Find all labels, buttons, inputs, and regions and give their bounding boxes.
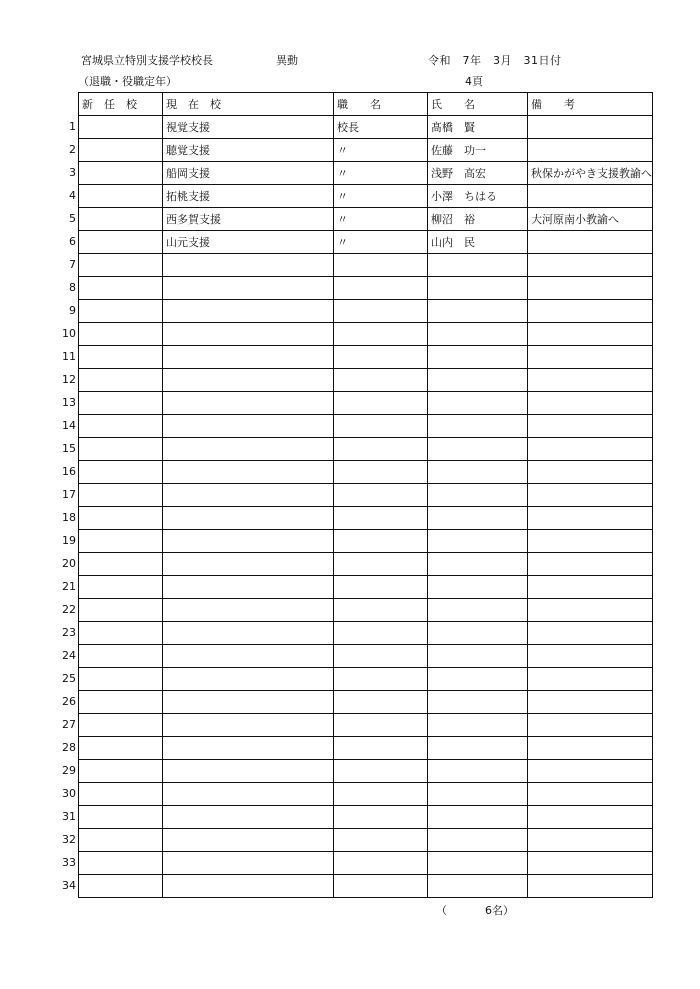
cell-remarks: 大河原南小教諭へ: [528, 208, 653, 231]
row-number: 3: [69, 166, 76, 179]
cell-current-school: [163, 438, 334, 461]
cell-current-school: [163, 599, 334, 622]
cell-name: [428, 668, 528, 691]
row-number: 24: [62, 649, 76, 662]
cell-current-school: [163, 507, 334, 530]
table-row: [79, 415, 653, 438]
cell-position: [334, 392, 428, 415]
table-row: [79, 484, 653, 507]
cell-remarks: [528, 737, 653, 760]
cell-position: [334, 530, 428, 553]
cell-current-school: [163, 553, 334, 576]
cell-position: [334, 277, 428, 300]
cell-position: 〃: [334, 139, 428, 162]
header-name: [428, 93, 528, 116]
cell-new-school: [79, 277, 163, 300]
header-new-school: [79, 93, 163, 116]
row-number: 6: [69, 235, 76, 248]
row-number: 31: [62, 810, 76, 823]
row-number: 30: [62, 787, 76, 800]
cell-name: [428, 392, 528, 415]
cell-position: 〃: [334, 185, 428, 208]
cell-new-school: [79, 760, 163, 783]
cell-new-school: [79, 668, 163, 691]
cell-name: [428, 783, 528, 806]
table-row: [79, 116, 653, 139]
table-row: [79, 668, 653, 691]
cell-new-school: [79, 415, 163, 438]
cell-new-school: [79, 162, 163, 185]
cell-remarks: [528, 875, 653, 898]
cell-current-school: [163, 622, 334, 645]
cell-new-school: [79, 369, 163, 392]
cell-remarks: [528, 829, 653, 852]
cell-position: [334, 254, 428, 277]
row-number: 14: [62, 419, 76, 432]
cell-new-school: [79, 806, 163, 829]
cell-new-school: [79, 231, 163, 254]
header-remarks: [528, 93, 653, 116]
cell-remarks: [528, 530, 653, 553]
cell-current-school: [163, 691, 334, 714]
row-number: 17: [62, 488, 76, 501]
cell-current-school: [163, 323, 334, 346]
cell-remarks: [528, 484, 653, 507]
cell-new-school: [79, 599, 163, 622]
header-current-school-label: 現 在 校: [166, 98, 221, 111]
cell-remarks: [528, 553, 653, 576]
cell-position: [334, 300, 428, 323]
cell-remarks: [528, 185, 653, 208]
row-number: 7: [69, 258, 76, 271]
cell-position: [334, 668, 428, 691]
row-number: 27: [62, 718, 76, 731]
table-row: [79, 139, 653, 162]
cell-current-school: [163, 645, 334, 668]
total-value: 6名）: [485, 904, 514, 917]
cell-remarks: [528, 852, 653, 875]
table-row: [79, 300, 653, 323]
table-row: [79, 760, 653, 783]
row-number: 16: [62, 465, 76, 478]
row-number: 1: [69, 120, 76, 133]
cell-current-school: 山元支援: [163, 231, 334, 254]
cell-name: [428, 323, 528, 346]
header-current-school: [163, 93, 334, 116]
cell-current-school: [163, 530, 334, 553]
cell-position: [334, 691, 428, 714]
cell-position: [334, 461, 428, 484]
effective-date: 令和 7年 3月 31日付: [428, 54, 562, 67]
row-number: 12: [62, 373, 76, 386]
row-numbers: [56, 115, 76, 897]
cell-current-school: [163, 346, 334, 369]
cell-name: 柳沼 裕: [428, 208, 528, 231]
table-row: [79, 185, 653, 208]
cell-remarks: [528, 645, 653, 668]
table-row: [79, 346, 653, 369]
cell-remarks: 秋保かがやき支援教諭へ: [528, 162, 653, 185]
cell-position: [334, 714, 428, 737]
cell-new-school: [79, 438, 163, 461]
row-number: 34: [62, 879, 76, 892]
cell-current-school: [163, 277, 334, 300]
cell-name: 髙橋 賢: [428, 116, 528, 139]
row-number: 28: [62, 741, 76, 754]
cell-position: [334, 599, 428, 622]
row-number: 11: [62, 350, 76, 363]
cell-current-school: [163, 829, 334, 852]
cell-new-school: [79, 691, 163, 714]
cell-new-school: [79, 484, 163, 507]
cell-remarks: [528, 116, 653, 139]
cell-position: [334, 645, 428, 668]
row-number: 23: [62, 626, 76, 639]
cell-name: 小澤 ちはる: [428, 185, 528, 208]
cell-name: [428, 622, 528, 645]
cell-name: [428, 300, 528, 323]
row-number: 18: [62, 511, 76, 524]
cell-new-school: [79, 254, 163, 277]
cell-position: [334, 369, 428, 392]
cell-position: [334, 783, 428, 806]
row-number: 10: [62, 327, 76, 340]
cell-remarks: [528, 507, 653, 530]
cell-name: [428, 691, 528, 714]
table-row: [79, 645, 653, 668]
cell-current-school: [163, 806, 334, 829]
cell-new-school: [79, 323, 163, 346]
table-row: [79, 254, 653, 277]
cell-position: [334, 553, 428, 576]
cell-remarks: [528, 346, 653, 369]
cell-current-school: [163, 484, 334, 507]
cell-new-school: [79, 829, 163, 852]
cell-current-school: 拓桃支援: [163, 185, 334, 208]
cell-current-school: [163, 300, 334, 323]
cell-name: [428, 254, 528, 277]
table-row: [79, 737, 653, 760]
cell-name: 山内 民: [428, 231, 528, 254]
row-number: 32: [62, 833, 76, 846]
cell-name: [428, 415, 528, 438]
cell-remarks: [528, 254, 653, 277]
cell-name: [428, 530, 528, 553]
cell-name: [428, 599, 528, 622]
header-name-label: 氏 名: [431, 98, 475, 111]
cell-new-school: [79, 139, 163, 162]
table-row: [79, 714, 653, 737]
table-row: [79, 806, 653, 829]
cell-remarks: [528, 691, 653, 714]
cell-name: [428, 484, 528, 507]
cell-position: [334, 852, 428, 875]
cell-name: [428, 714, 528, 737]
row-number: 2: [69, 143, 76, 156]
cell-current-school: [163, 668, 334, 691]
cell-new-school: [79, 461, 163, 484]
cell-remarks: [528, 392, 653, 415]
row-number: 22: [62, 603, 76, 616]
cell-name: [428, 737, 528, 760]
cell-position: [334, 415, 428, 438]
row-number: 19: [62, 534, 76, 547]
header-position-label: 職 名: [337, 98, 381, 111]
cell-new-school: [79, 714, 163, 737]
cell-new-school: [79, 553, 163, 576]
cell-new-school: [79, 622, 163, 645]
cell-position: [334, 484, 428, 507]
cell-remarks: [528, 622, 653, 645]
cell-name: [428, 645, 528, 668]
header-remarks-label: 備 考: [531, 98, 575, 111]
cell-name: [428, 461, 528, 484]
cell-position: [334, 622, 428, 645]
table-header-row: [79, 93, 653, 116]
cell-position: 校長: [334, 116, 428, 139]
total-open-paren: （: [436, 904, 447, 917]
cell-position: [334, 507, 428, 530]
cell-current-school: [163, 415, 334, 438]
table-row: [79, 622, 653, 645]
cell-new-school: [79, 530, 163, 553]
cell-name: [428, 507, 528, 530]
organization-title: 宮城県立特別支援学校校長: [81, 54, 213, 67]
cell-name: [428, 852, 528, 875]
row-number: 29: [62, 764, 76, 777]
row-number: 8: [69, 281, 76, 294]
table-row: [79, 875, 653, 898]
personnel-table: [78, 92, 653, 898]
cell-current-school: [163, 714, 334, 737]
row-number: 4: [69, 189, 76, 202]
cell-remarks: [528, 323, 653, 346]
cell-remarks: [528, 714, 653, 737]
movement-label: 異動: [276, 54, 298, 67]
cell-name: [428, 760, 528, 783]
cell-position: [334, 346, 428, 369]
cell-name: [428, 875, 528, 898]
cell-current-school: 視覚支援: [163, 116, 334, 139]
cell-name: [428, 806, 528, 829]
cell-name: [428, 576, 528, 599]
cell-new-school: [79, 346, 163, 369]
cell-remarks: [528, 461, 653, 484]
cell-name: [428, 829, 528, 852]
table-row: [79, 162, 653, 185]
row-number: 20: [62, 557, 76, 570]
table-row: [79, 369, 653, 392]
cell-new-school: [79, 300, 163, 323]
cell-remarks: [528, 415, 653, 438]
cell-new-school: [79, 737, 163, 760]
cell-name: [428, 553, 528, 576]
row-number: 5: [69, 212, 76, 225]
cell-name: 佐藤 功一: [428, 139, 528, 162]
row-number: 15: [62, 442, 76, 455]
cell-current-school: 船岡支援: [163, 162, 334, 185]
cell-new-school: [79, 645, 163, 668]
cell-remarks: [528, 668, 653, 691]
table-row: [79, 231, 653, 254]
cell-current-school: [163, 737, 334, 760]
cell-current-school: [163, 461, 334, 484]
cell-position: [334, 438, 428, 461]
cell-position: [334, 737, 428, 760]
cell-new-school: [79, 116, 163, 139]
header-new-school-label: 新 任 校: [82, 98, 137, 111]
cell-name: [428, 277, 528, 300]
row-number: 26: [62, 695, 76, 708]
table-row: [79, 530, 653, 553]
table-row: [79, 277, 653, 300]
cell-current-school: [163, 783, 334, 806]
cell-current-school: [163, 760, 334, 783]
cell-remarks: [528, 277, 653, 300]
table-row: [79, 599, 653, 622]
cell-position: 〃: [334, 208, 428, 231]
table-row: [79, 438, 653, 461]
cell-remarks: [528, 783, 653, 806]
table-row: [79, 576, 653, 599]
cell-position: 〃: [334, 162, 428, 185]
cell-current-school: [163, 254, 334, 277]
total-count: [436, 902, 514, 918]
cell-new-school: [79, 875, 163, 898]
table-row: [79, 852, 653, 875]
row-number: 21: [62, 580, 76, 593]
cell-position: [334, 323, 428, 346]
cell-remarks: [528, 438, 653, 461]
cell-position: 〃: [334, 231, 428, 254]
cell-remarks: [528, 806, 653, 829]
cell-new-school: [79, 507, 163, 530]
cell-new-school: [79, 852, 163, 875]
cell-current-school: 西多賀支援: [163, 208, 334, 231]
cell-current-school: [163, 852, 334, 875]
cell-name: [428, 346, 528, 369]
cell-new-school: [79, 208, 163, 231]
cell-new-school: [79, 783, 163, 806]
cell-current-school: [163, 576, 334, 599]
cell-new-school: [79, 185, 163, 208]
table-row: [79, 323, 653, 346]
cell-position: [334, 760, 428, 783]
cell-name: [428, 369, 528, 392]
cell-remarks: [528, 139, 653, 162]
cell-current-school: [163, 875, 334, 898]
table-row: [79, 691, 653, 714]
table-row: [79, 392, 653, 415]
table-row: [79, 783, 653, 806]
cell-new-school: [79, 576, 163, 599]
row-number: 25: [62, 672, 76, 685]
row-number: 9: [69, 304, 76, 317]
cell-position: [334, 829, 428, 852]
cell-remarks: [528, 760, 653, 783]
cell-position: [334, 576, 428, 599]
table-row: [79, 507, 653, 530]
table-row: [79, 208, 653, 231]
cell-name: [428, 438, 528, 461]
table-row: [79, 553, 653, 576]
cell-current-school: 聴覚支援: [163, 139, 334, 162]
row-number: 13: [62, 396, 76, 409]
cell-position: [334, 806, 428, 829]
cell-remarks: [528, 231, 653, 254]
header-position: [334, 93, 428, 116]
cell-remarks: [528, 599, 653, 622]
cell-new-school: [79, 392, 163, 415]
row-number: 33: [62, 856, 76, 869]
table-row: [79, 461, 653, 484]
subtitle: （退職・役職定年）: [78, 75, 177, 88]
cell-remarks: [528, 576, 653, 599]
table-row: [79, 829, 653, 852]
cell-position: [334, 875, 428, 898]
cell-name: 浅野 高宏: [428, 162, 528, 185]
cell-remarks: [528, 369, 653, 392]
cell-current-school: [163, 369, 334, 392]
cell-current-school: [163, 392, 334, 415]
cell-remarks: [528, 300, 653, 323]
page-number: 4頁: [465, 75, 483, 88]
